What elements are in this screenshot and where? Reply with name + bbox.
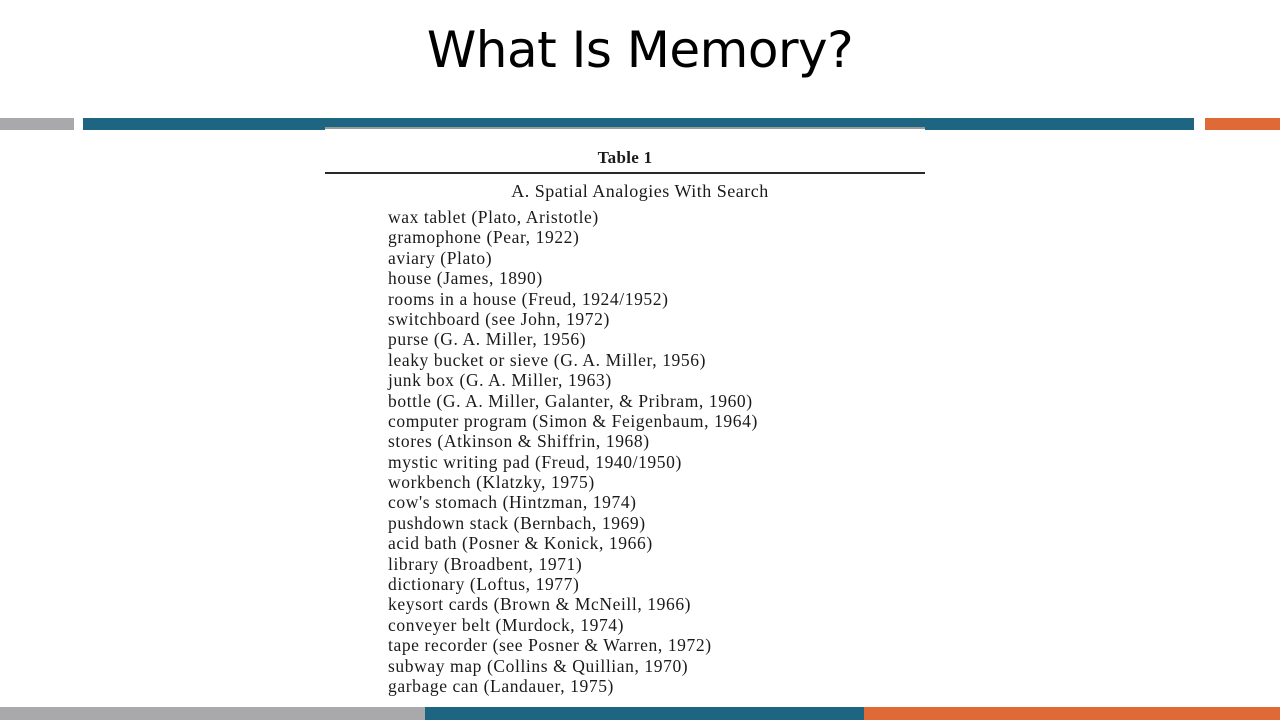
bottom-accent-bar-teal [425,707,864,720]
bottom-accent-bar-gray [0,707,425,720]
list-item: leaky bucket or sieve (G. A. Miller, 1956) [388,349,707,370]
list-item: conveyer belt (Murdock, 1974) [388,614,625,635]
list-item: subway map (Collins & Quillian, 1970) [388,655,689,676]
list-item: junk box (G. A. Miller, 1963) [388,370,612,391]
scanned-table-image [325,127,925,704]
list-item: dictionary (Loftus, 1977) [388,574,580,595]
list-item: cow's stomach (Hintzman, 1974) [388,492,637,513]
list-item: garbage can (Landauer, 1975) [388,675,614,696]
table-section-heading: A. Spatial Analogies With Search [511,181,769,201]
list-item: workbench (Klatzky, 1975) [388,472,595,493]
list-item: bottle (G. A. Miller, Galanter, & Pribram, 1960) [388,390,753,411]
list-item: house (James, 1890) [388,268,543,289]
list-item: gramophone (Pear, 1922) [388,227,580,248]
list-item: computer program (Simon & Feigenbaum, 1964) [388,410,758,431]
list-item: mystic writing pad (Freud, 1940/1950) [388,451,682,472]
list-item: pushdown stack (Bernbach, 1969) [388,512,646,533]
list-item: acid bath (Posner & Konick, 1966) [388,533,653,554]
table-label: Table 1 [597,148,653,167]
list-item: purse (G. A. Miller, 1956) [388,329,587,350]
list-item: library (Broadbent, 1971) [388,553,583,574]
slide-title: What Is Memory? [426,21,854,79]
list-item: wax tablet (Plato, Aristotle) [388,207,599,227]
bottom-accent-bar-orange [864,707,1280,720]
list-item: switchboard (see John, 1972) [388,308,610,329]
list-item: keysort cards (Brown & McNeill, 1966) [388,594,692,615]
top-accent-bar-gray [0,118,74,130]
analogy-list [388,207,758,696]
table-rule [325,172,925,174]
list-item: stores (Atkinson & Shiffrin, 1968) [388,431,650,452]
list-item: aviary (Plato) [388,247,493,268]
top-accent-bar-orange [1205,118,1280,130]
list-item: tape recorder (see Posner & Warren, 1972) [388,635,712,656]
list-item: rooms in a house (Freud, 1924/1952) [388,288,669,309]
